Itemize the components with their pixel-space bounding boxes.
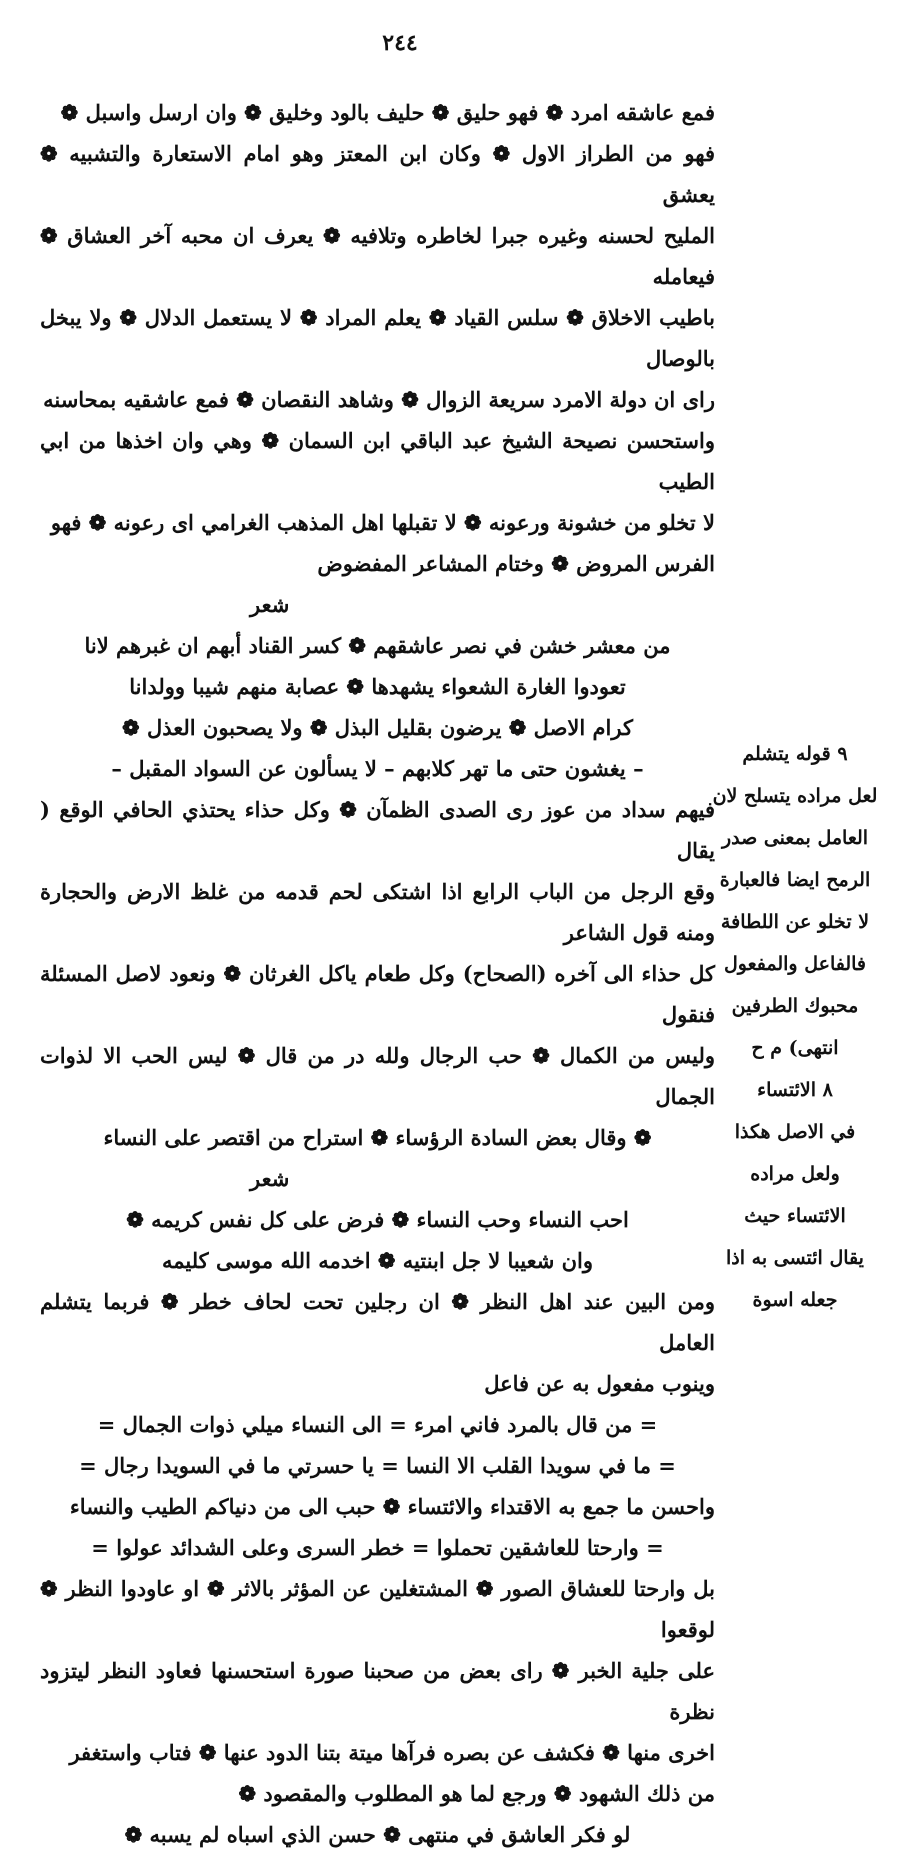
text-line: راى ان دولة الامرد سريعة الزوال ❁ وشاهد النقصان ❁ فمع عاشقيه بمحاسنه	[43, 387, 715, 412]
text-line: واستحسن نصيحة الشيخ عبد الباقي ابن السمان ❁ وهي وان اخذها من ابي الطيب	[40, 428, 715, 494]
text-line: باطيب الاخلاق ❁ سلس القياد ❁ يعلم المراد ❁ لا يستعمل الدلال ❁ ولا يبخل بالوصال	[40, 305, 715, 371]
margin-note-line: فالفاعل والمفعول	[723, 953, 867, 975]
margin-note-line: ٩ قوله يتشلم	[742, 743, 848, 765]
margin-note-line: يقال ائتسى به اذا	[726, 1247, 864, 1269]
verse-line: احب النساء وحب النساء ❁ فرض على كل نفس كريمه ❁	[126, 1207, 629, 1232]
margin-note-line: ولعل مراده	[750, 1163, 840, 1185]
text-line: لا تخلو من خشونة ورعونه ❁ لا تقبلها اهل المذهب الغرامي اى رعونه ❁ فهو	[50, 510, 715, 535]
margin-note-line: جعله اسوة	[752, 1289, 838, 1311]
margin-note-line: ٨ الائتساء	[757, 1079, 833, 1101]
verse-line: وان شعيبا لا جل ابنتيه ❁ اخدمه الله موسى كليمه	[161, 1248, 594, 1273]
text-line: فمع عاشقه امرد ❁ فهو حليق ❁ حليف بالود وخليق ❁ وان ارسل واسبل ❁	[60, 100, 715, 125]
verse-line: = ما في سويدا القلب الا النسا = يا حسرتي ما في السويدا رجال =	[79, 1453, 676, 1478]
text-line: وقع الرجل من الباب الرابع اذا اشتكى لحم قدمه من غلظ الارض والحجارة ومنه قول الشاعر	[40, 879, 715, 945]
verse-line: – يغشون حتى ما تهر كلابهم – لا يسألون عن السواد المقبل –	[111, 756, 644, 781]
verse-line: تعودوا الغارة الشعواء يشهدها ❁ عصابة منهم شيبا وولدانا	[129, 674, 626, 699]
margin-note-line: الائتساء حيث	[744, 1205, 846, 1227]
text-line: من ذلك الشهود ❁ ورجع لما هو المطلوب والمقصود ❁	[238, 1781, 715, 1806]
margin-note-line: انتهى) م ح	[751, 1037, 839, 1059]
text-line: بل وارحتا للعشاق الصور ❁ المشتغلين عن المؤثر بالاثر ❁ او عاودوا النظر ❁ لوقعوا	[40, 1576, 715, 1642]
text-line: واحسن ما جمع به الاقتداء والائتساء ❁ حبب الى من دنياكم الطيب والنساء	[69, 1494, 715, 1519]
margin-note-line: الرمح ايضا فالعبارة	[719, 869, 871, 891]
verse-heading: شعر	[250, 1166, 290, 1191]
margin-note-line: لعل مراده يتسلح لان	[712, 785, 878, 807]
margin-note-line: لا تخلو عن اللطافة	[720, 911, 870, 933]
margin-notes	[712, 733, 878, 1323]
page-number: ٢٤٤	[382, 30, 418, 56]
text-line: المليح لحسنه وغيره جبرا لخاطره وتلافيه ❁ يعرف ان محبه آخر العشاق ❁ فيعامله	[40, 223, 715, 289]
margin-note-line: في الاصل هكذا	[734, 1121, 856, 1143]
text-line: وليس من الكمال ❁ حب الرجال ولله در من قال ❁ ليس الحب الا لذوات الجمال	[40, 1043, 715, 1109]
verse-line: = من قال بالمرد فاني امرء = الى النساء ميلي ذوات الجمال =	[97, 1412, 658, 1437]
text-line: وينوب مفعول به عن فاعل	[484, 1371, 715, 1396]
text-line: كل حذاء الى آخره (الصحاح) وكل طعام ياكل الغرثان ❁ ونعود لاصل المسئلة فنقول	[40, 961, 715, 1027]
main-text	[40, 92, 715, 1847]
text-line: ❁ وقال بعض السادة الرؤساء ❁ استراح من اقتصر على النساء	[103, 1125, 652, 1150]
verse-line: لو فكر العاشق في منتهى ❁ حسن الذي اسباه لم يسبه ❁	[124, 1822, 631, 1847]
verse-line: كرام الاصل ❁ يرضون بقليل البذل ❁ ولا يصحبون العذل ❁	[122, 715, 633, 740]
text-line: ومن البين عند اهل النظر ❁ ان رجلين تحت لحاف خطر ❁ فربما يتشلم العامل	[40, 1289, 715, 1355]
verse-line: = وارحتا للعاشقين تحملوا = خطر السرى وعلى الشدائد عولوا =	[91, 1535, 664, 1560]
text-line: فهو من الطراز الاول ❁ وكان ابن المعتز وهو امام الاستعارة والتشبيه ❁ يعشق	[40, 141, 715, 207]
text-line: فيهم سداد من عوز رى الصدى الظمآن ❁ وكل حذاء يحتذي الحافي الوقع ( يقال	[40, 797, 715, 863]
verse-line: من معشر خشن في نصر عاشقهم ❁ كسر القناد أبهم ان غبرهم لانا	[84, 633, 671, 658]
text-line: الفرس المروض ❁ وختام المشاعر المفضوض	[317, 551, 715, 576]
text-line: على جلية الخبر ❁ راى بعض من صحبنا صورة استحسنها فعاود النظر ليتزود نظرة	[40, 1658, 715, 1724]
text-line: اخرى منها ❁ فكشف عن بصره فرآها ميتة بتنا الدود عنها ❁ فتاب واستغفر	[69, 1740, 715, 1765]
margin-note-line: محبوك الطرفين	[731, 995, 859, 1017]
margin-note-line: العامل بمعنى صدر	[721, 827, 869, 849]
verse-heading: شعر	[250, 592, 290, 617]
